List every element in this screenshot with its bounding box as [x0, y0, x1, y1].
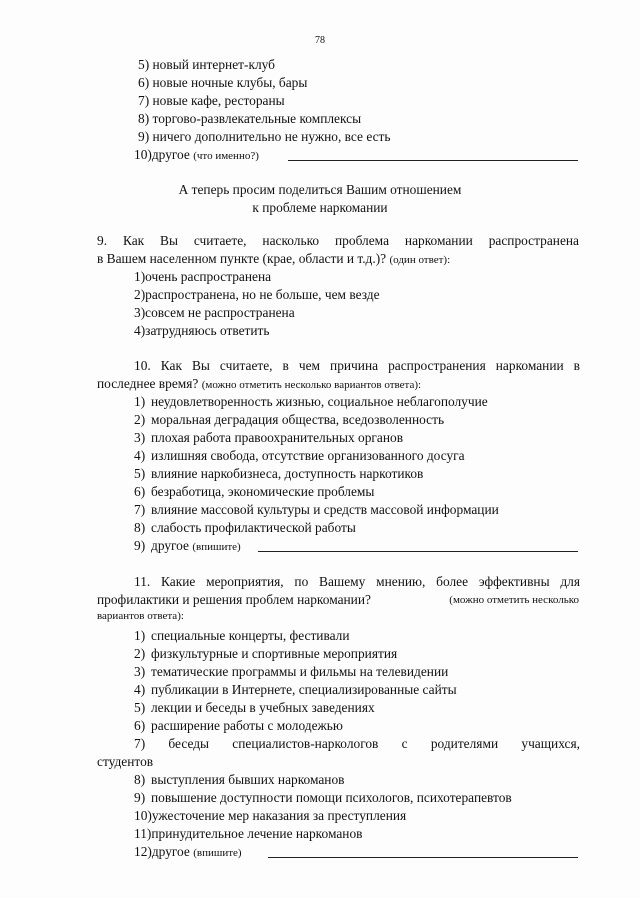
question-text: профилактики и решения проблем наркомании? (можно отметить несколько — [97, 592, 579, 607]
answer-note: (можно отметить несколько — [449, 594, 579, 606]
question-text: 9. Как Вы считаете, насколько проблема наркомании распространена — [97, 233, 579, 248]
question-text: 11. Какие мероприятия, по Вашему мнению, более эффективны для — [134, 574, 580, 589]
answer-option: 3) тематические программы и фильмы на телевидении — [134, 664, 449, 679]
answer-option: 7) беседы специалистов-наркологов с родителями учащихся, — [134, 736, 580, 751]
answer-option-other: 9) другое (впишите) — [134, 538, 241, 553]
list-item-other: 10)другое (что именно?) — [134, 147, 259, 162]
answer-option: 1) специальные концерты, фестивали — [134, 628, 350, 643]
answer-option: 6) безработица, экономические проблемы — [134, 484, 375, 499]
answer-note: (впишите) — [193, 847, 242, 859]
answer-option: 4) публикации в Интернете, специализированные сайты — [134, 682, 457, 697]
answer-note: (что именно?) — [193, 150, 259, 162]
answer-option-other: 12)другое (впишите) — [134, 844, 242, 859]
section-heading-line-2: к проблеме наркомании — [252, 200, 388, 215]
answer-note: (впишите) — [192, 541, 241, 553]
answer-option: 2)распространена, но не больше, чем везде — [134, 287, 380, 302]
answer-option: 3)совсем не распространена — [134, 305, 295, 320]
answer-option: 1) неудовлетворенность жизнью, социальное неблагополучие — [134, 394, 488, 409]
list-item: 7) новые кафе, рестораны — [138, 93, 285, 108]
answer-option: 2) моральная деградация общества, вседозволенность — [134, 412, 445, 427]
answer-note: вариантов ответа): — [97, 610, 184, 622]
answer-option: 2) физкультурные и спортивные мероприятия — [134, 646, 398, 661]
question-text: 10. Как Вы считаете, в чем причина распространения наркомании в — [134, 358, 580, 373]
answer-option-continuation: студентов — [97, 754, 154, 769]
answer-option: 3) плохая работа правоохранительных органов — [134, 430, 404, 445]
answer-blank-line[interactable] — [268, 857, 578, 858]
list-item: 6) новые ночные клубы, бары — [138, 75, 308, 90]
answer-option: 6) расширение работы с молодежью — [134, 718, 343, 733]
answer-option: 8) выступления бывших наркоманов — [134, 772, 345, 787]
answer-blank-line[interactable] — [288, 160, 578, 161]
answer-option: 9) повышение доступности помощи психологов, психотерапевтов — [134, 790, 512, 805]
answer-option: 5) лекции и беседы в учебных заведениях — [134, 700, 375, 715]
answer-option: 10)ужесточение мер наказания за преступления — [134, 808, 407, 823]
answer-option: 8) слабость профилактической работы — [134, 520, 356, 535]
list-item: 8) торгово-развлекательные комплексы — [138, 111, 362, 126]
answer-option: 4)затрудняюсь ответить — [134, 323, 270, 338]
answer-blank-line[interactable] — [258, 551, 578, 552]
answer-option: 1)очень распространена — [134, 269, 272, 284]
answer-option: 4) излишняя свобода, отсутствие организованного досуга — [134, 448, 465, 463]
answer-note: (можно отметить несколько вариантов ответа): — [201, 379, 422, 391]
question-text: последнее время? (можно отметить несколько вариантов ответа): — [97, 376, 422, 391]
answer-option: 5) влияние наркобизнеса, доступность наркотиков — [134, 466, 424, 481]
answer-option: 7) влияние массовой культуры и средств массовой информации — [134, 502, 499, 517]
section-heading-line-1: А теперь просим поделиться Вашим отношением — [178, 182, 462, 197]
answer-option: 11)принудительное лечение наркоманов — [134, 826, 363, 841]
list-item: 5) новый интернет-клуб — [138, 57, 275, 72]
list-item: 9) ничего дополнительно не нужно, все есть — [138, 129, 391, 144]
page-number: 78 — [315, 35, 325, 46]
question-text: в Вашем населенном пункте (крае, области и т.д.)? (один ответ): — [97, 251, 451, 266]
answer-note: (один ответ): — [389, 254, 451, 266]
